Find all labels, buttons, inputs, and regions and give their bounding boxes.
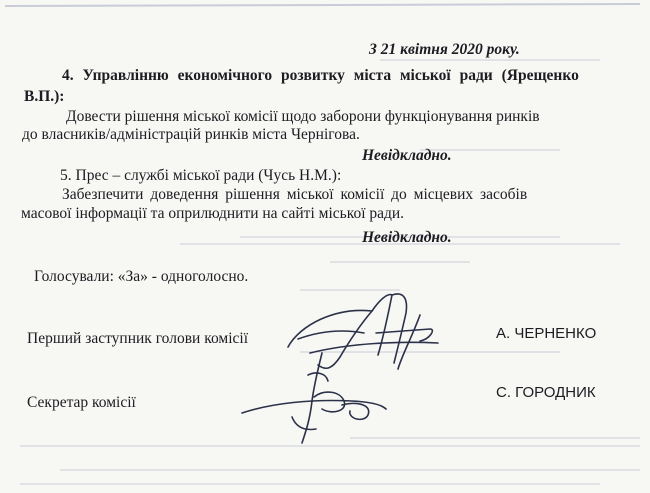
vote-result: Голосували: «За» - одноголосно. <box>34 268 249 285</box>
signer-1-title: Перший заступник голови комісії <box>27 330 249 347</box>
signature-2 <box>232 345 412 450</box>
signer-2-title: Секретар комісії <box>27 394 136 411</box>
item-4-heading: 4. Управлінню економічного розвитку міста міської ради (Ярещенко <box>62 67 579 84</box>
item-5-heading: 5. Прес – службі міської ради (Чусь Н.М.): <box>60 167 342 184</box>
item-4-heading-cont: В.П.): <box>24 88 65 105</box>
signature-1 <box>280 285 460 375</box>
item-4-urgency: Невідкладно. <box>362 147 452 164</box>
item-5-text-line-2: масової інформації та оприлюднити на сайті міської ради. <box>21 205 405 222</box>
item-5-text-line-1: Забезпечити доведення рішення міської комісії до місцевих засобів <box>62 186 528 203</box>
item-5-urgency: Невідкладно. <box>362 229 452 246</box>
item-4-text-line-1: Довести рішення міської комісії щодо заборони функціонування ринків <box>66 108 540 125</box>
signer-2-name: С. ГОРОДНИК <box>496 384 596 401</box>
signer-1-name: А. ЧЕРНЕНКО <box>496 325 597 342</box>
date-line: З 21 квітня 2020 року. <box>369 41 520 58</box>
item-4-text-line-2: до власників/адміністрацій ринків міста Чернігова. <box>22 126 360 143</box>
